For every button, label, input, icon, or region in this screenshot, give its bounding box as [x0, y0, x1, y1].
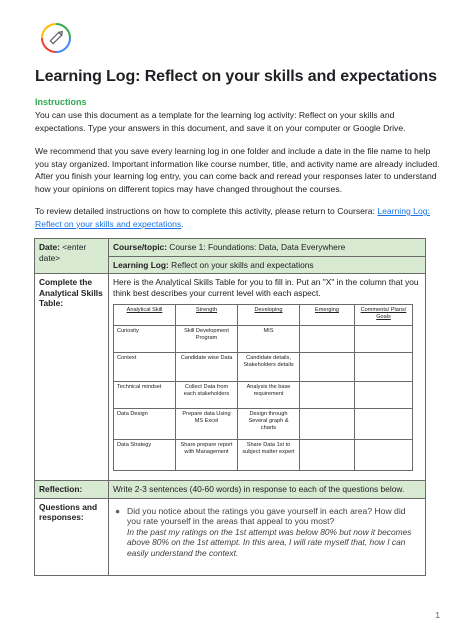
list-item [113, 506, 421, 559]
skill-name: Data Design [114, 409, 176, 440]
complete-cell [109, 274, 426, 481]
comments-cell[interactable] [355, 353, 413, 382]
coursera-link[interactable]: Learning Log: Reflect on your skills and expectations [35, 206, 430, 229]
reflection-text: Write 2-3 sentences (40-60 words) in response to each of the questions below. [109, 481, 426, 499]
questions-label: Questions and responses: [35, 498, 109, 575]
skills-header-emerging: Emerging [300, 305, 355, 326]
developing-cell[interactable]: Analysis the base requirement [238, 382, 300, 409]
comments-cell[interactable] [355, 326, 413, 353]
strength-cell[interactable]: Prepare data Using MS Excel [176, 409, 238, 440]
strength-cell[interactable]: Collect Data from each stakeholders [176, 382, 238, 409]
developing-cell[interactable]: Design through Several graph & charts [238, 409, 300, 440]
date-label: Date: [39, 242, 60, 252]
paragraph-recommendation: We recommend that you save every learning log in one folder and include a date in the file name to help you stay organized. Important information like course number, title, and activity name are already included. After you finish your learning log entry, you can come back and reread your responses later to understand how your opinions on different topics may have changed throughout the courses. [35, 146, 440, 194]
review-suffix: . [181, 218, 184, 229]
date-value: <enter date> [39, 242, 87, 263]
developing-cell[interactable]: MIS [238, 326, 300, 353]
pencil-logo-icon [40, 22, 72, 54]
table-row [114, 409, 413, 440]
strength-cell[interactable]: Candidate wise Data [176, 353, 238, 382]
bullet-icon: ● [115, 505, 121, 516]
paragraph-intro: You can use this document as a template for the learning log activity: Reflect on your skills and expectations. Type your answers in this document, and save it on your computer or Google Drive. [35, 110, 406, 133]
emerging-cell[interactable] [300, 326, 355, 353]
skill-name: Context [114, 353, 176, 382]
page-number: 1 [435, 610, 440, 620]
answer-text[interactable]: In the past my ratings on the 1st attempt was below 80% but now it becomes above 80% on the 1st attempt. In this area, I will rate myself that, how I can easily understand the context. [127, 526, 412, 558]
table-row [114, 353, 413, 382]
paragraph-review [35, 205, 445, 230]
complete-label: Complete the Analytical Skills Table: [35, 274, 109, 481]
learning-log-table [34, 238, 426, 576]
question-text: Did you notice about the ratings you gave yourself in each area? How did you rate yourself in the areas that appeal to you most? [127, 505, 406, 526]
table-row [114, 440, 413, 471]
skills-header-developing: Developing [238, 305, 300, 326]
table-row [114, 382, 413, 409]
course-cell [109, 239, 426, 257]
emerging-cell[interactable] [300, 409, 355, 440]
reflection-label: Reflection: [35, 481, 109, 499]
skill-name: Curiosity [114, 326, 176, 353]
developing-cell[interactable]: Candidate details, Stakeholders details [238, 353, 300, 382]
strength-cell[interactable]: Share prepare report with Management [176, 440, 238, 471]
log-cell [109, 256, 426, 274]
log-label: Learning Log: [113, 259, 169, 270]
skill-name: Data Strategy [114, 440, 176, 471]
developing-cell[interactable]: Share Data 1st to subject matter expert [238, 440, 300, 471]
skills-header-skill: Analytical Skill [114, 305, 176, 326]
emerging-cell[interactable] [300, 440, 355, 471]
complete-instructions: Here is the Analytical Skills Table for you to fill in. Put an "X" in the column that you think best describes your current level with each aspect. [113, 277, 419, 298]
log-value: Reflect on your skills and expectations [168, 259, 314, 270]
date-cell[interactable] [35, 239, 109, 274]
comments-cell[interactable] [355, 409, 413, 440]
comments-cell[interactable] [355, 382, 413, 409]
questions-cell[interactable] [109, 498, 426, 575]
emerging-cell[interactable] [300, 353, 355, 382]
skills-header-strength: Strength [176, 305, 238, 326]
instructions-heading: Instructions [35, 97, 87, 107]
course-label: Course/topic: [113, 242, 167, 252]
strength-cell[interactable]: Skill Development Program [176, 326, 238, 353]
skill-name: Technical mindset [114, 382, 176, 409]
page-title: Learning Log: Reflect on your skills and expectations [35, 68, 437, 85]
review-text: To review detailed instructions on how to complete this activity, please return to Coursera: [35, 206, 378, 216]
comments-cell[interactable] [355, 440, 413, 471]
emerging-cell[interactable] [300, 382, 355, 409]
skills-header-comments: Comments/ Plans/ Goals [355, 305, 413, 326]
analytical-skills-table [113, 304, 413, 471]
table-row [114, 326, 413, 353]
course-value: Course 1: Foundations: Data, Data Everywhere [166, 242, 346, 252]
